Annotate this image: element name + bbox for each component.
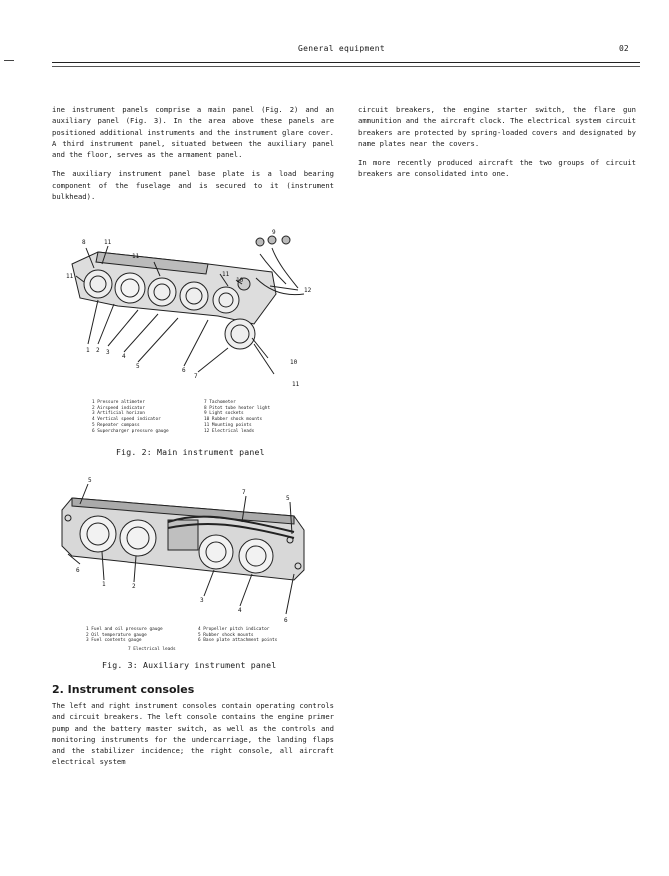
right-column: [358, 104, 636, 188]
fig3-callout-4: 4: [238, 607, 242, 614]
fig3-legend-right: [198, 627, 277, 644]
right-paragraph-1: circuit breakers, the engine starter switch, the flare gun ammunition and the aircraft clock. The electrical system circuit breakers are protected by spring-loaded covers and designated by name plates near the covers.: [358, 105, 636, 148]
fig2-legend-right: [204, 400, 270, 434]
header-rule: [52, 62, 640, 63]
fig2-callout-12: 12: [304, 287, 312, 294]
fig2-callout-11d: 11: [222, 271, 230, 278]
margin-mark: [4, 60, 14, 61]
legend-item: 5 Rubber shock mounts: [198, 632, 254, 638]
legend-item: 2 Oil temperature gauge: [86, 632, 147, 638]
legend-item: 10 Rubber shock mounts: [204, 417, 263, 423]
right-paragraph-2: In more recently produced aircraft the two groups of circuit breakers are consolidated into one.: [358, 158, 636, 179]
fig3-callout-2: 2: [132, 583, 136, 590]
fig3-callout-5b: 5: [286, 495, 290, 502]
legend-item: 4 Vertical speed indicator: [92, 417, 161, 423]
fig2-callout-8: 8: [82, 239, 86, 246]
page-header-title: General equipment: [298, 44, 385, 53]
fig2-caption: Fig. 2: Main instrument panel: [116, 447, 265, 457]
fig3-legend-left: [86, 627, 163, 644]
fig3-caption: Fig. 3: Auxiliary instrument panel: [102, 660, 277, 670]
fig2-callout-7: 7: [194, 373, 198, 380]
legend-item: 2 Airspeed indicator: [92, 405, 145, 411]
fig2-callout-5: 5: [136, 363, 140, 370]
fig2-callout-9: 9: [272, 229, 276, 236]
legend-item: 9 Light sockets: [204, 411, 244, 417]
section-body: [52, 700, 334, 776]
legend-item: 8 Pitot tube heater light: [204, 405, 271, 411]
fig3-callout-3: 3: [200, 597, 204, 604]
legend-item: 12 Electrical leads: [204, 428, 255, 434]
fig3-callout-1: 1: [102, 581, 106, 588]
fig2-callout-11e: 11: [292, 381, 300, 388]
legend-item: 3 Artificial horizon: [92, 411, 145, 417]
legend-item: 1 Fuel and oil pressure gauge: [86, 627, 163, 632]
fig2-legend-left: [92, 400, 169, 434]
fig2-callout-2: 2: [96, 347, 100, 354]
fig2-callout-6: 6: [182, 367, 186, 374]
left-paragraph-2: The auxiliary instrument panel base plate is a load bearing component of the fuselage and is secured to it (instrument bulkhead).: [52, 169, 334, 202]
fig2-callout-3: 3: [106, 349, 110, 356]
fig3-legend-center: 7 Electrical leads: [128, 647, 176, 652]
legend-item: 5 Repeater compass: [92, 422, 140, 428]
fig2-callout-11c: 11: [66, 273, 74, 280]
legend-item: 7 Tachometer: [204, 400, 236, 405]
page-number: 02: [619, 44, 629, 53]
fig2-callout-4: 4: [122, 353, 126, 360]
legend-item: 4 Propeller pitch indicator: [198, 627, 270, 632]
legend-item: 11 Mounting points: [204, 422, 252, 428]
legend-item: 1 Pressure altimeter: [92, 400, 145, 405]
main-instrument-panel-illustration: [58, 224, 326, 402]
legend-item: 3 Fuel contents gauge: [86, 638, 142, 644]
fig2-callout-10b: 10: [290, 359, 298, 366]
header-rule-thin: [52, 66, 640, 67]
fig2-callout-1: 1: [86, 347, 90, 354]
section-paragraph: The left and right instrument consoles contain operating controls and circuit breakers. The left console contains the engine primer pump and the battery master switch, as well as the controls and monitoring instruments for the undercarriage, the landing flaps and the stabilizer incidence; the right console, all aircraft electrical system: [52, 701, 334, 767]
fig3-callout-6a: 6: [76, 567, 80, 574]
left-paragraph-1: ine instrument panels comprise a main panel (Fig. 2) and an auxiliary panel (Fig. 3). In the area above these panels are positioned additional instruments and the instrument glare cover. A third instrument panel, situated between the auxiliary panel and the floor, serves as the armament panel.: [52, 105, 334, 160]
fig2-callout-11b: 11: [132, 253, 140, 260]
auxiliary-instrument-panel-illustration: [58, 474, 326, 624]
legend-item: 6 Supercharger pressure gauge: [92, 428, 169, 434]
left-column: [52, 104, 334, 210]
section-heading: 2. Instrument consoles: [52, 683, 195, 696]
fig3-callout-5a: 5: [88, 477, 92, 484]
legend-item: 6 Base plate attachment points: [198, 638, 278, 644]
fig2-callout-10a: 10: [236, 277, 244, 284]
fig3-callout-7: 7: [242, 489, 246, 496]
fig2-callout-11a: 11: [104, 239, 112, 246]
fig3-callout-6b: 6: [284, 617, 288, 624]
